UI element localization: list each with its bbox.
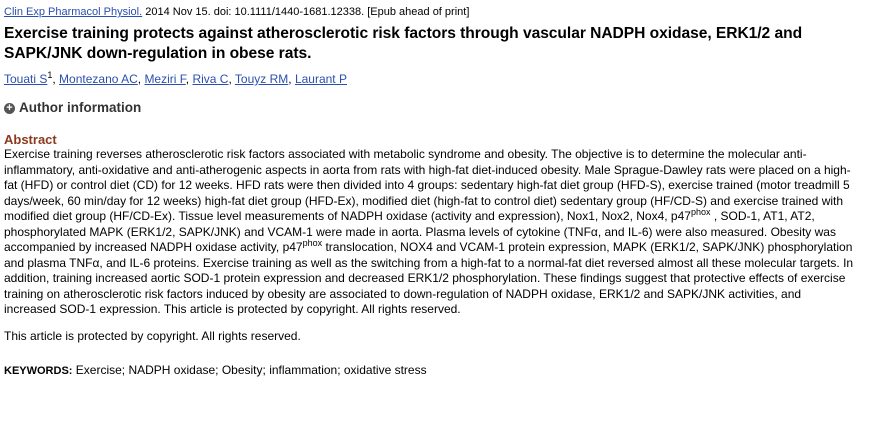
phox-superscript: phox: [690, 207, 711, 217]
abstract-text: [4, 147, 856, 318]
article-title: Exercise training protects against atherosclerotic risk factors through vascular NADPH oxidase, ERK1/2 and SAPK/JNK down-regulation in obese rats.: [4, 25, 803, 62]
copyright-note: This article is protected by copyright. All rights reserved.: [4, 328, 301, 343]
author-link[interactable]: Meziri F: [144, 72, 186, 86]
abstract-heading: Abstract: [4, 132, 57, 147]
author-list: Touati $S^1$, Montezano AC, Meziri F, Riva C, Touyz RM, Laurant P: [4, 70, 347, 86]
author-information-label: Author information: [19, 100, 142, 115]
article-page: [0, 6, 869, 379]
expand-plus-icon: +: [4, 103, 15, 114]
author-link[interactable]: Riva C: [192, 72, 229, 86]
author-link[interactable]: Laurant P: [294, 72, 347, 86]
abstract-part-2: , SOD-1, AT1, AT2, phosphorylated MAPK (ERK1/2, SAPK/JNK) and VCAM-1 were made in aorta. Plasma levels of cytokine (TNFα, and IL-6) were also measured. Obesity was accompanied by increased NADPH oxidase activity, p47: [4, 209, 836, 254]
citation-line: [4, 6, 869, 19]
abstract-part-1: Exercise training reverses atherosclerotic risk factors associated with metabolic syndrome and obesity. The objective is to determine the molecular anti-inflammatory, anti-oxidative and anti-atherogenic aspects in aorta from rats with high-fat diet-induced obesity. Male Sprague-Dawley rats were placed on a high-fat (HFD) or control diet (CD) for 12 weeks. HFD rats were then divided into 4 groups: sedentary high-fat diet group (HFD-S), exercise trained (motor treadmill 5 days/week, 60 min/day for 12 weeks) high-fat diet group (HFD-Ex), modified diet (high-fat to control diet) sedentary group (HF/CD-S) and exercise trained with modified diet group (HF/CD-Ex). Tissue level measurements of NADPH oxidase (activity and expression), Nox1, Nox2, Nox4, p47: [4, 147, 851, 223]
keywords-text: Exercise; NADPH oxidase; Obesity; inflammation; oxidative stress: [72, 362, 427, 377]
journal-link[interactable]: Clin Exp Pharmacol Physiol.: [4, 6, 143, 18]
author-link[interactable]: Montezano AC: [59, 72, 138, 86]
citation-details: 2014 Nov 15. doi: 10.1111/1440-1681.12338. [Epub ahead of print]: [142, 6, 470, 18]
abstract-part-3: translocation, NOX4 and VCAM-1 protein expression, MAPK (ERK1/2, SAPK/JNK) phosphorylation and plasma TNFα, and IL-6 proteins. Exercise training as well as the switching from a high-fat to a normal-fat diet reversed almost all these molecular targets. In addition, training increased aortic SOD-1 protein expression and decreased ERK1/2 phosphorylation. These findings suggest that protective effects of exercise training on atherosclerotic risk factors induced by obesity are associated to down-regulation of NADPH oxidase, ERK1/2 and SAPK/JNK activities, and increased SOD-1 expression. This article is protected by copyright. All rights reserved.: [4, 240, 854, 316]
keywords-line: [4, 363, 869, 379]
phox-superscript: phox: [302, 238, 323, 248]
keywords-label: KEYWORDS:: [4, 364, 73, 377]
author-information-toggle[interactable]: [4, 100, 869, 116]
author-link[interactable]: Touyz RM: [234, 72, 289, 86]
author-affiliation-sup: 1: [47, 70, 53, 80]
author-link[interactable]: Touati S: [4, 72, 48, 86]
